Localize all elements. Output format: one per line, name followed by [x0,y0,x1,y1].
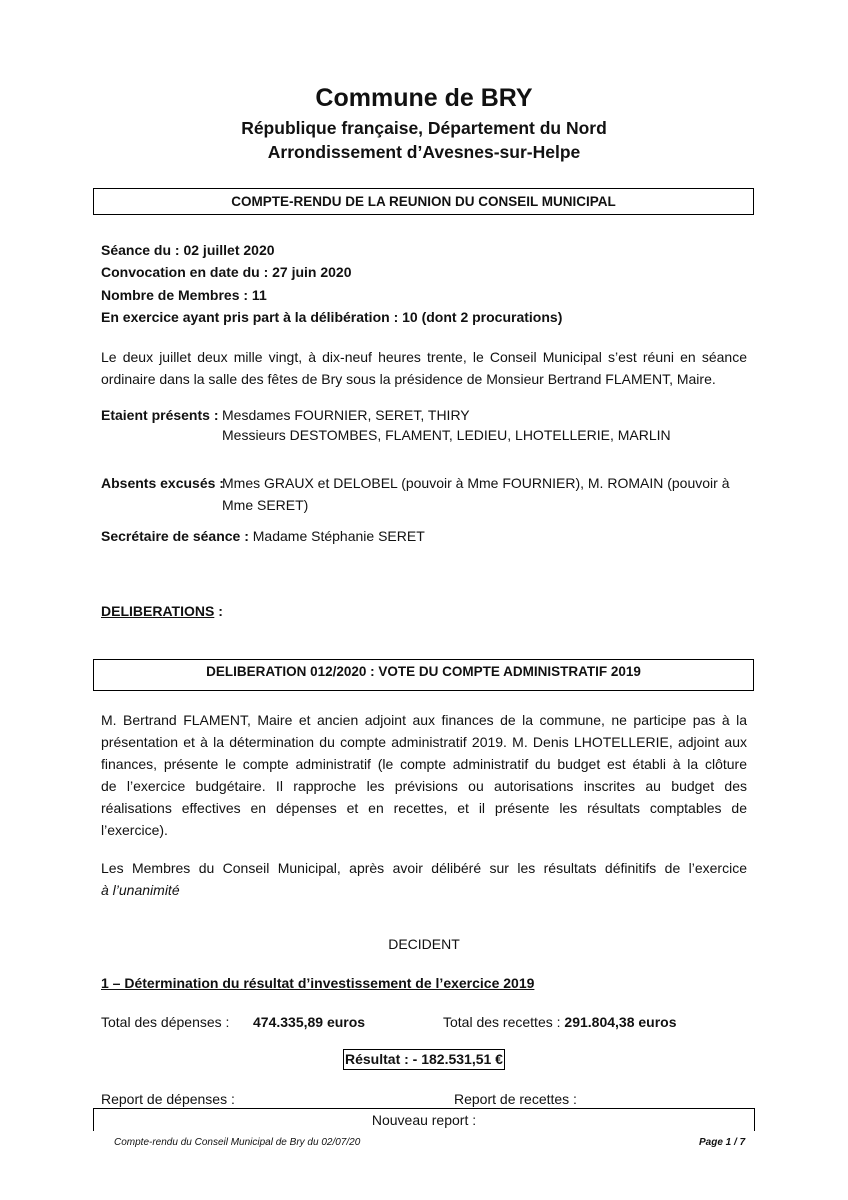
intro-line: Le deux juillet deux mille vingt, à dix-neuf heures trente, le Conseil Municipal s’est réuni en séance [101,349,747,365]
participants-count: En exercice ayant pris part à la délibération : 10 (dont 2 procurations) [101,309,563,325]
total-depenses-label: Total des dépenses : [101,1014,230,1030]
total-recettes-label: Total des recettes : [443,1014,561,1030]
body-paragraph [101,709,747,841]
intro-paragraph [101,346,747,390]
page-number: Page 1 / 7 [699,1137,746,1148]
body-line: réalisations effectives en dépenses et en recettes, et il présente les résultats comptables de [101,800,747,816]
report-title: COMPTE-RENDU DE LA REUNION DU CONSEIL MUNICIPAL [231,194,616,209]
arrondissement-subtitle: Arrondissement d’Avesnes-sur-Helpe [267,142,581,162]
presents-women: Mesdames FOURNIER, SERET, THIRY [222,407,470,423]
body-line: M. Bertrand FLAMENT, Maire et ancien adjoint aux finances de la commune, ne participe pas à la [101,712,747,728]
secretary-name: Madame Stéphanie SERET [252,528,425,544]
secretary-label: Secrétaire de séance : [101,528,249,544]
result-box [343,1049,505,1070]
nouveau-report-label: Nouveau report : [371,1112,477,1128]
seance-date: Séance du : 02 juillet 2020 [101,242,275,258]
republic-subtitle: République française, Département du Nord [241,118,607,138]
deliberation-title: DELIBERATION 012/2020 : VOTE DU COMPTE ADMINISTRATIF 2019 [206,664,641,679]
members-line: Les Membres du Conseil Municipal, après avoir délibéré sur les résultats définitifs de l’exercice [101,860,747,876]
convocation-date: Convocation en date du : 27 juin 2020 [101,264,352,280]
total-recettes-line [443,1011,677,1033]
absents-line2: Mme SERET) [222,497,309,513]
decident-heading: DECIDENT [388,936,460,952]
body-line: de l’exercice budgétaire. Il rapproche les prévisions ou autorisations inscrites au budget des [101,778,747,794]
body-line: présentation et à la détermination du compte administratif 2019. M. Denis LHOTELLERIE, adjoint aux [101,734,747,750]
body-line: finances, présente le compte administratif (le compte administratif du budget est établi à la clôture [101,756,747,772]
absents-line1: Mmes GRAUX et DELOBEL (pouvoir à Mme FOURNIER), M. ROMAIN (pouvoir à [222,475,730,491]
report-recettes-label: Report de recettes : [454,1091,577,1107]
presents-label: Etaient présents : [101,407,219,423]
commune-title: Commune de BRY [315,84,533,112]
body-line: l’exercice). [101,822,168,838]
total-depenses-value: 474.335,89 euros [253,1014,366,1030]
deliberation-title-box [93,659,754,691]
absents-label: Absents excusés : [101,475,224,491]
members-paragraph [101,857,747,901]
footer-title: Compte-rendu du Conseil Municipal de Bry du 02/07/20 [114,1137,361,1148]
intro-line: ordinaire dans la salle des fêtes de Bry sous la présidence de Monsieur Bertrand FLAMENT, Maire. [101,371,716,387]
report-depenses-label: Report de dépenses : [101,1091,235,1107]
deliberations-colon: : [214,603,223,619]
deliberations-heading: DELIBERATIONS [101,603,215,619]
total-recettes-value: 291.804,38 euros [564,1014,677,1030]
section1-heading: 1 – Détermination du résultat d’investissement de l’exercice 2019 [101,975,535,991]
presents-men: Messieurs DESTOMBES, FLAMENT, LEDIEU, LHOTELLERIE, MARLIN [222,427,671,443]
result-value: Résultat : - 182.531,51 € [345,1051,503,1067]
members-unanimity: à l’unanimité [101,882,180,898]
members-count: Nombre de Membres : 11 [101,287,267,303]
deliberations-heading-line [101,600,223,622]
secretary-line [101,525,425,547]
report-title-box [93,188,754,215]
